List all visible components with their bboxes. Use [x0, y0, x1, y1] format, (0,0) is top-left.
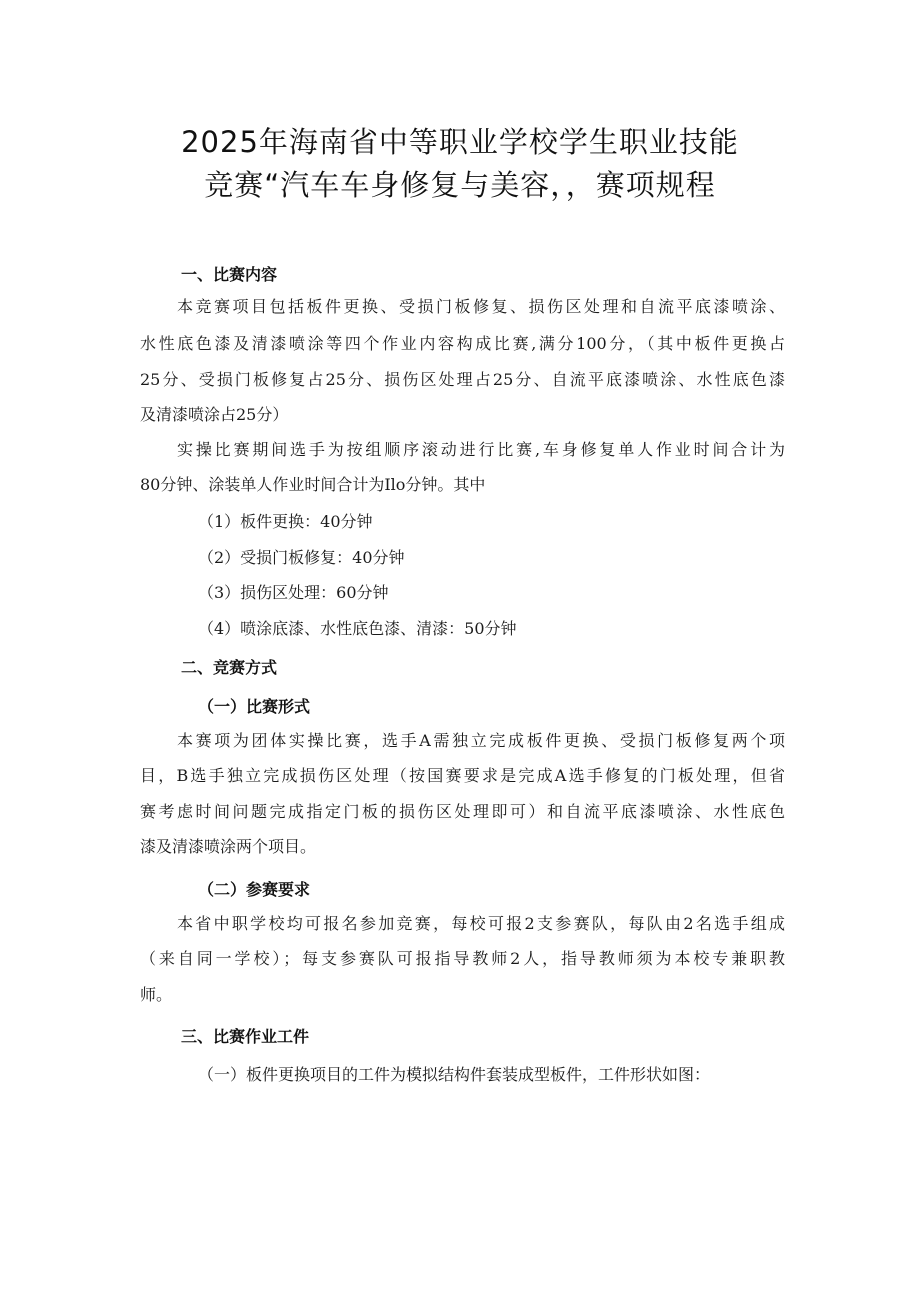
section-1-paragraph-2-line-2: 80分钟、涂装单人作业时间合计为Ilo分钟。其中: [140, 475, 486, 494]
section-3-paragraph: （一）板件更换项目的工件为模拟结构件套装成型板件，工件形状如图：: [198, 1065, 711, 1084]
list-item: （4）喷涂底漆、水性底色漆、清漆：50分钟: [198, 619, 517, 638]
list-item: （2）受损门板修复：40分钟: [198, 548, 405, 567]
section-2-sub-2-heading: （二）参赛要求: [198, 880, 311, 899]
section-1-heading: 一、比赛内容: [181, 265, 278, 284]
section-2-sub-1-heading: （一）比赛形式: [198, 697, 311, 716]
list-item: （3）损伤区处理：60分钟: [198, 583, 389, 602]
section-1-paragraph-1-line-2: 水性底色漆及清漆喷涂等四个作业内容构成比赛,满分100分，（其中板件更换占: [140, 334, 785, 353]
section-2-sub-1-line-2: 目，B选手独立完成损伤区处理（按国赛要求是完成A选手修复的门板处理，但省: [140, 766, 785, 785]
section-2-sub-1-line-3: 赛考虑时间问题完成指定门板的损伤区处理即可）和自流平底漆喷涂、水性底色: [140, 802, 785, 821]
section-2-sub-1-line-1: 本赛项为团体实操比赛，选手A需独立完成板件更换、受损门板修复两个项: [177, 731, 785, 750]
list-item: （1）板件更换：40分钟: [198, 512, 373, 531]
section-1-paragraph-1-line-3: 25分、受损门板修复占25分、损伤区处理占25分、自流平底漆喷涂、水性底色漆: [140, 370, 785, 389]
section-3-heading: 三、比赛作业工件: [181, 1027, 310, 1046]
section-1-paragraph-1-line-4: 及清漆喷涂占25分）: [140, 405, 289, 424]
section-2-sub-2-line-2: （来自同一学校）；每支参赛队可报指导教师2人，指导教师须为本校专兼职教: [140, 949, 785, 968]
section-2-sub-2-line-3: 师。: [140, 985, 173, 1004]
section-2-heading: 二、竞赛方式: [181, 658, 278, 677]
document-title-line-2: 竞赛“汽车车身修复与美容，，赛项规程: [204, 168, 716, 202]
document-title-line-1: 2025年海南省中等职业学校学生职业技能: [181, 125, 739, 159]
section-1-paragraph-2-line-1: 实操比赛期间选手为按组顺序滚动进行比赛,车身修复单人作业时间合计为: [177, 440, 785, 459]
section-2-sub-1-line-4: 漆及清漆喷涂两个项目。: [140, 837, 317, 856]
section-1-paragraph-1-line-1: 本竞赛项目包括板件更换、受损门板修复、损伤区处理和自流平底漆喷涂、: [177, 297, 785, 316]
section-2-sub-2-line-1: 本省中职学校均可报名参加竞赛，每校可报2支参赛队，每队由2名选手组成: [177, 914, 785, 933]
